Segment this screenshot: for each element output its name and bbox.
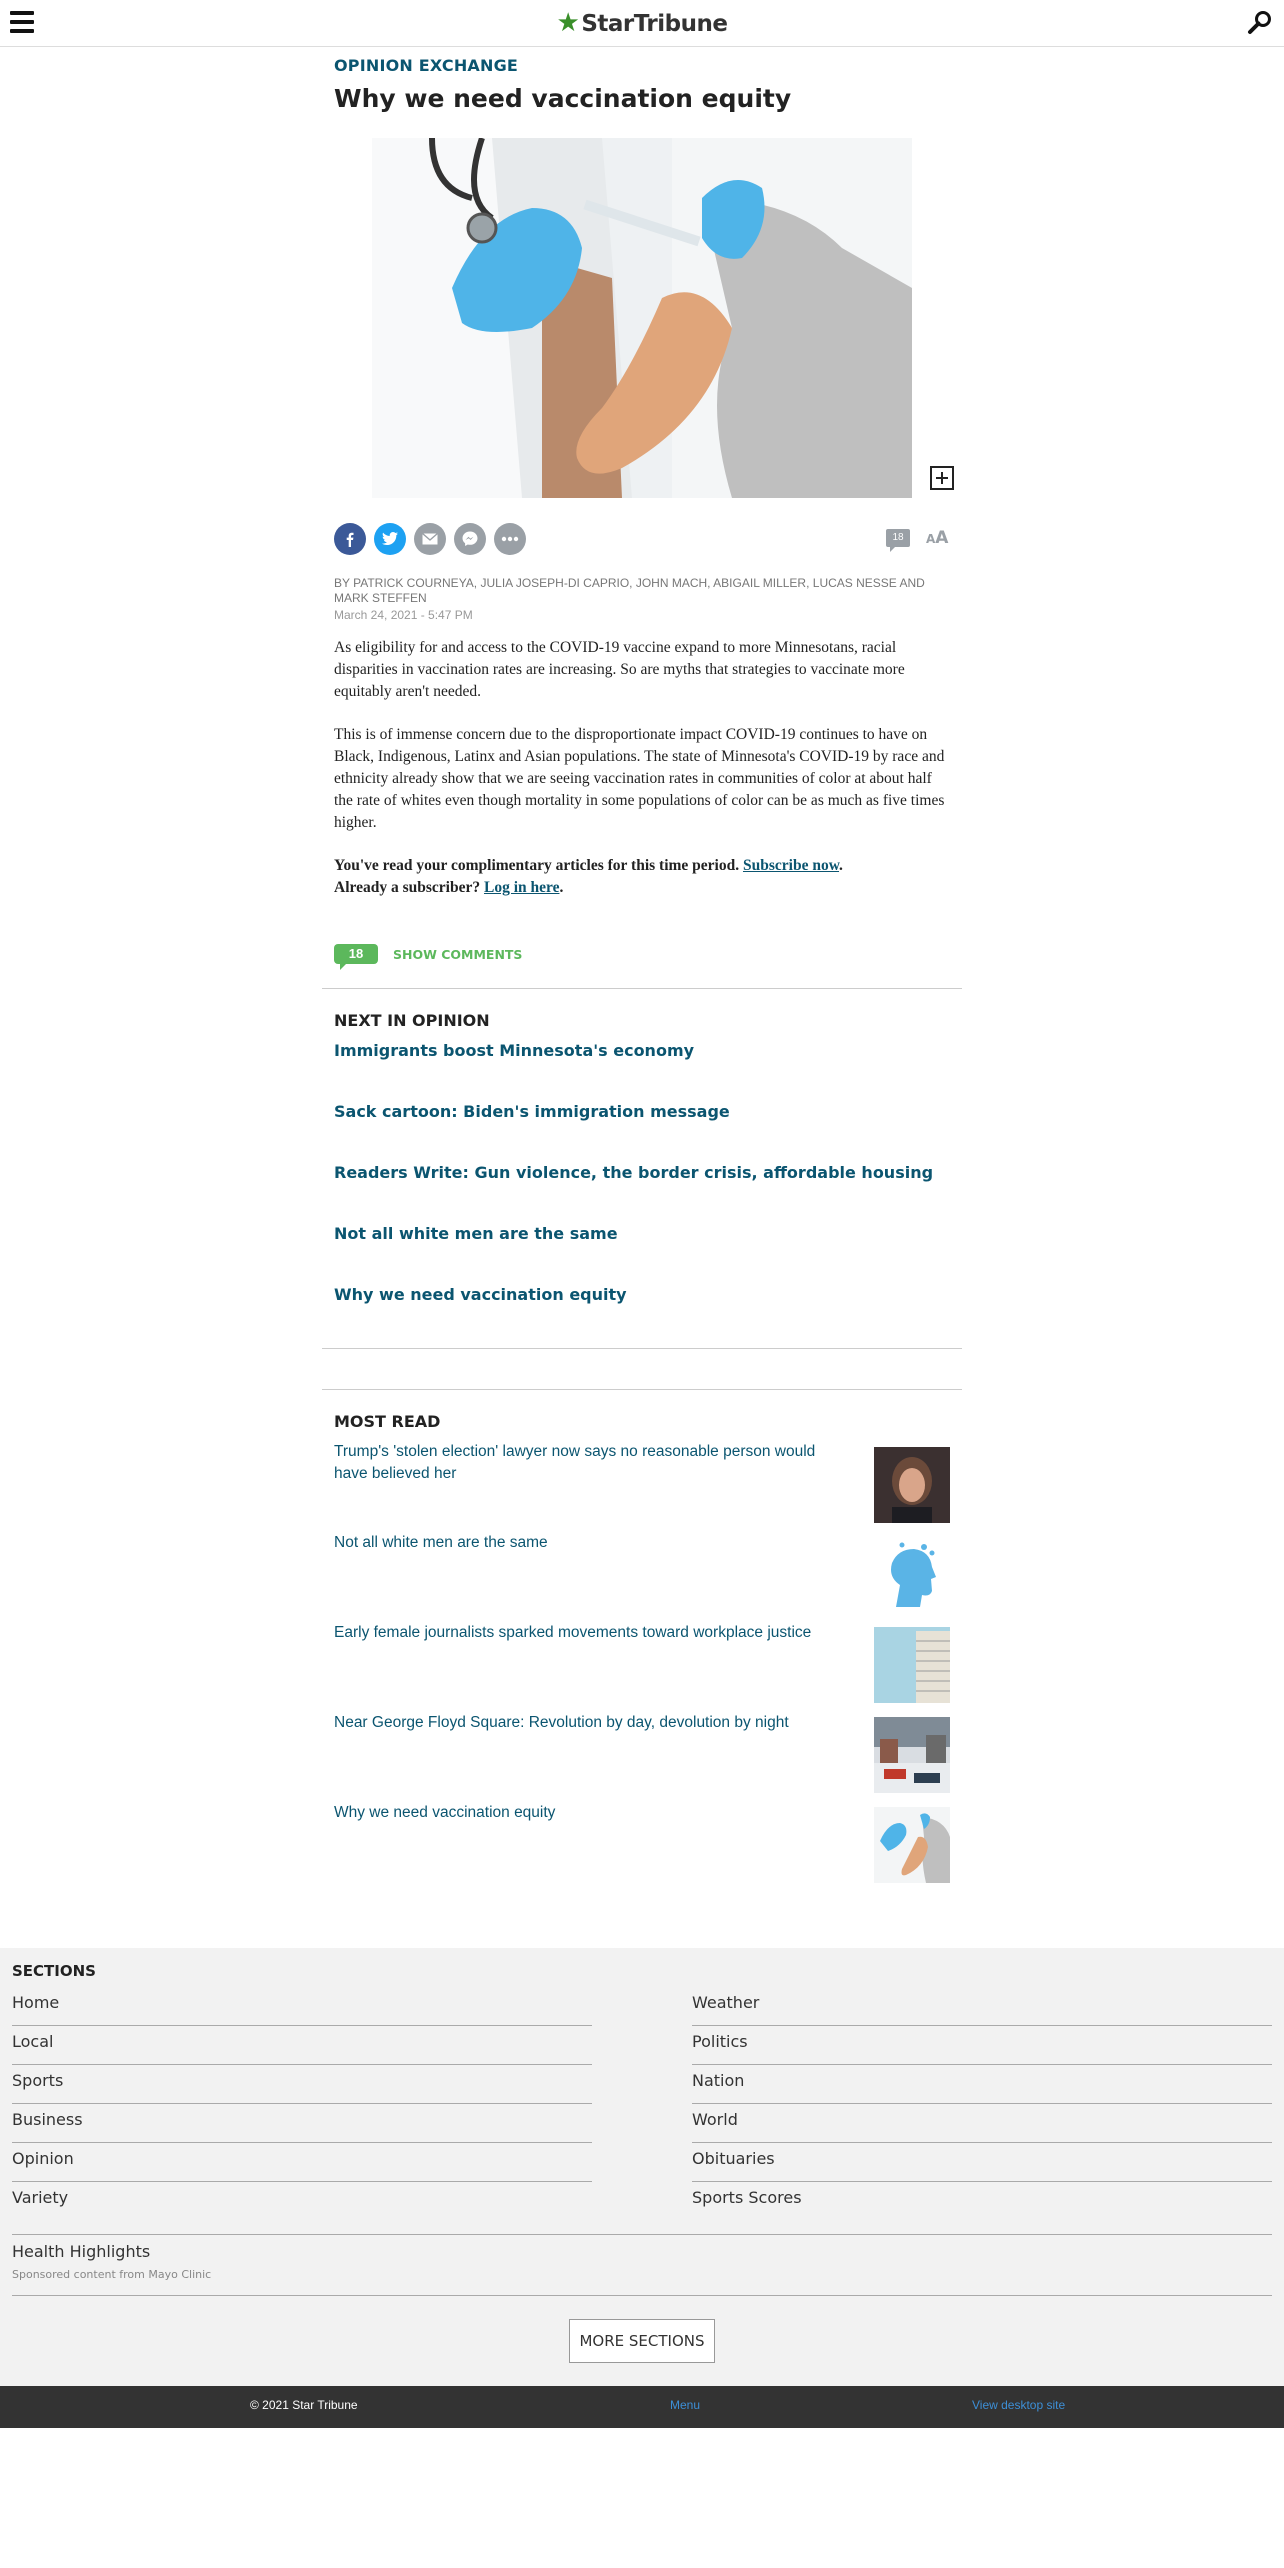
email-icon[interactable] <box>414 523 446 555</box>
section-link-variety[interactable]: Variety <box>12 2188 69 2207</box>
most-read-thumbnail[interactable] <box>874 1537 950 1613</box>
article-headline: Why we need vaccination equity <box>334 84 792 113</box>
section-link-world[interactable]: World <box>692 2105 1272 2143</box>
startribune-logo[interactable] <box>0 8 1284 38</box>
section-link-sports-scores[interactable]: Sports Scores <box>692 2188 802 2207</box>
comment-count-badge[interactable]: 18 <box>334 944 378 964</box>
most-read-thumbnail[interactable] <box>874 1807 950 1883</box>
footer-menu-link[interactable]: Menu <box>670 2398 701 2412</box>
logo-text: StarTribune <box>581 11 728 37</box>
section-link-politics[interactable]: Politics <box>692 2027 1272 2065</box>
publish-date: March 24, 2021 - 5:47 PM <box>334 608 473 622</box>
most-read-link[interactable]: Early female journalists sparked movements toward workplace justice <box>334 1624 812 1641</box>
divider <box>322 1389 962 1390</box>
login-link[interactable]: Log in here <box>483 879 560 896</box>
hero-image-vaccination <box>372 138 912 498</box>
most-read-link[interactable]: Trump's 'stolen election' lawyer now says no reasonable person would have believed her <box>334 1443 816 1482</box>
most-read-link[interactable]: Not all white men are the same <box>334 1534 548 1551</box>
punctuation: . <box>839 857 843 874</box>
more-icon[interactable] <box>494 523 526 555</box>
most-read-title: MOST READ <box>334 1412 441 1431</box>
article-paragraph: This is of immense concern due to the disproportionate impact COVID-19 continues to have on Black, Indigenous, Latinx and Asian populations. The state of Minnesota's COVID-19 by race and ethnicity already show that we are seeing vaccination rates in communities of color at about half the rate of whites even though mortality in some populations of color can be as much as five times higher. <box>334 726 945 831</box>
paywall-line1: You've read your complimentary articles for this time period. <box>334 857 743 874</box>
text-size-small: A <box>926 532 936 546</box>
more-sections-button[interactable]: MORE SECTIONS <box>569 2319 715 2363</box>
facebook-icon[interactable] <box>334 523 366 555</box>
section-link-weather[interactable]: Weather <box>692 1988 1272 2026</box>
most-read-thumbnail[interactable] <box>874 1627 950 1703</box>
most-read-thumbnail[interactable] <box>874 1447 950 1523</box>
next-opinion-link[interactable]: Readers Write: Gun violence, the border crisis, affordable housing <box>334 1163 934 1182</box>
section-link-sports[interactable]: Sports <box>12 2066 592 2104</box>
sponsored-label: Sponsored content from Mayo Clinic <box>12 2268 212 2281</box>
paywall-line2: Already a subscriber? <box>334 879 484 896</box>
next-in-opinion-title: NEXT IN OPINION <box>334 1011 490 1030</box>
text-size-button[interactable] <box>926 528 948 548</box>
section-link-obituaries[interactable]: Obituaries <box>692 2144 1272 2182</box>
view-desktop-link[interactable]: View desktop site <box>972 2398 1066 2412</box>
top-bar <box>0 0 1284 47</box>
article-paragraph: As eligibility for and access to the COVID-19 vaccine expand to more Minnesotans, racial disparities in vaccination rates are increasing. So are myths that strategies to vaccinate more equitably aren't needed. <box>334 639 905 700</box>
paywall-notice <box>334 855 954 899</box>
next-opinion-link[interactable]: Immigrants boost Minnesota's economy <box>334 1041 695 1060</box>
section-kicker[interactable]: OPINION EXCHANGE <box>334 56 519 75</box>
bottom-bar <box>0 2386 1284 2428</box>
show-comments-button[interactable]: SHOW COMMENTS <box>393 947 523 962</box>
section-link-business[interactable]: Business <box>12 2105 592 2143</box>
section-link-home[interactable]: Home <box>12 1988 592 2026</box>
most-read-thumbnail[interactable] <box>874 1717 950 1793</box>
sections-title: SECTIONS <box>12 1962 96 1980</box>
divider <box>322 988 962 989</box>
section-link-local[interactable]: Local <box>12 2027 592 2065</box>
search-icon[interactable] <box>1246 9 1274 37</box>
expand-image-button[interactable] <box>930 466 954 490</box>
most-read-link[interactable]: Why we need vaccination equity <box>334 1804 556 1821</box>
copyright: © 2021 Star Tribune <box>250 2398 358 2412</box>
star-icon: ★ <box>556 8 580 38</box>
divider <box>12 2295 1272 2296</box>
comment-count-icon[interactable]: 18 <box>886 529 910 547</box>
next-opinion-link[interactable]: Not all white men are the same <box>334 1224 618 1243</box>
subscribe-link[interactable]: Subscribe now <box>742 857 840 874</box>
health-highlights-link[interactable]: Health Highlights <box>12 2242 151 2261</box>
next-opinion-link[interactable]: Sack cartoon: Biden's immigration message <box>334 1102 730 1121</box>
messenger-icon[interactable] <box>454 523 486 555</box>
section-link-nation[interactable]: Nation <box>692 2066 1272 2104</box>
text-size-large: A <box>935 528 949 548</box>
divider <box>12 2234 1272 2235</box>
most-read-link[interactable]: Near George Floyd Square: Revolution by day, devolution by night <box>334 1714 789 1731</box>
next-opinion-link[interactable]: Why we need vaccination equity <box>334 1285 627 1304</box>
twitter-icon[interactable] <box>374 523 406 555</box>
punctuation: . <box>559 879 564 896</box>
byline: BY PATRICK COURNEYA, JULIA JOSEPH-DI CAPRIO, JOHN MACH, ABIGAIL MILLER, LUCAS NESSE AND MARK STEFFEN <box>334 576 925 605</box>
section-link-opinion[interactable]: Opinion <box>12 2144 592 2182</box>
divider <box>322 1348 962 1349</box>
